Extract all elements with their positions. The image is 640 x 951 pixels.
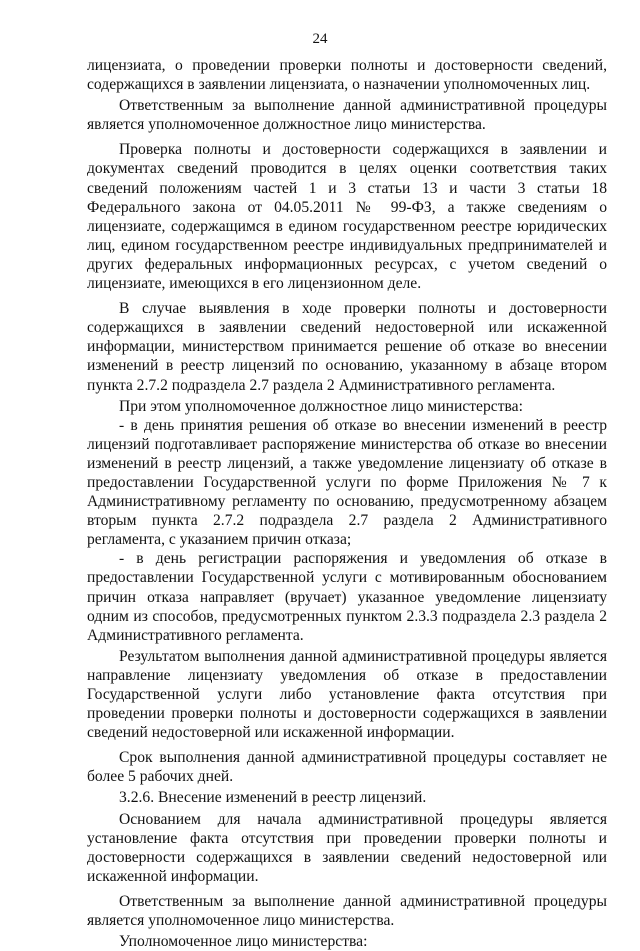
paragraph-11: Основанием для начала административной процедуры является установление факта отсутствия при проведении проверки полноты и достоверности содержащихся в заявлении сведений недостоверной или искаженной информации. [87, 810, 607, 885]
page-number: 24 [312, 31, 328, 47]
paragraph-7: - в день регистрации распоряжения и уведомления об отказе в предоставлении Государственной услуги с мотивированным обоснованием причин отказа направляет (вручает) указанное уведомление лицензиату одним из способов, предусмотренных пунктом 2.3.3 подраздела 2.3 раздела 2 Административного регламента. [87, 550, 607, 644]
paragraph-2: Ответственным за выполнение данной административной процедуры является уполномоченное должностное лицо министерства. [87, 97, 607, 134]
paragraph-6: - в день принятия решения об отказе во внесении изменений в реестр лицензий подготавливает распоряжение министерства об отказе во внесении изменений в реестр лицензий, а также уведомление лицензиату об отказе в предоставлении Государственной услуги по форме Приложения № 7 к Административному регламенту по основанию, предусмотренному абзацем вторым пункта 2.7.2 подраздела 2.7 раздела 2 Административного регламента, с указанием причин отказа; [87, 416, 607, 549]
paragraph-3: Проверка полноты и достоверности содержащихся в заявлении и документах сведений проводится в целях оценки соответствия таких сведений положениям частей 1 и 3 статьи 13 и части 3 статьи 18 Федерального закона от 04.05.2011 № 99-ФЗ, а также сведениям о лицензиате, содержащимся в едином государственном реестре юридических лиц, едином государственном реестре индивидуальных предпринимателей и других федеральных информационных ресурсах, с учетом сведений о лицензиате, имеющихся в его лицензионном деле. [87, 141, 607, 293]
paragraph-5: При этом уполномоченное должностное лицо министерства: [119, 397, 523, 415]
paragraph-12: Ответственным за выполнение данной административной процедуры является уполномоченное лицо министерства. [87, 892, 607, 930]
paragraph-1: лицензиата, о проведении проверки полноты и достоверности сведений, содержащихся в заявлении лицензиата, о назначении уполномоченных лиц. [87, 57, 607, 94]
paragraph-9: Срок выполнения данной административной процедуры составляет не более 5 рабочих дней. [87, 749, 607, 786]
paragraph-13: Уполномоченное лицо министерства: [119, 933, 368, 951]
section-heading-3-2-6: 3.2.6. Внесение изменений в реестр лицензий. [119, 789, 427, 807]
paragraph-4: В случае выявления в ходе проверки полноты и достоверности содержащихся в заявлении сведений недостоверной или искаженной информации, министерством принимается решение об отказе во внесении изменений в реестр лицензий по основанию, указанному в абзаце втором пункта 2.7.2 подраздела 2.7 раздела 2 Административного регламента. [87, 300, 607, 394]
paragraph-8: Результатом выполнения данной административной процедуры является направление лицензиату уведомления об отказе в предоставлении Государственной услуги либо установление факта отсутствия при проведении проверки полноты и достоверности содержащихся в заявлении сведений недостоверной или искаженной информации. [87, 647, 607, 742]
document-body [87, 56, 607, 951]
